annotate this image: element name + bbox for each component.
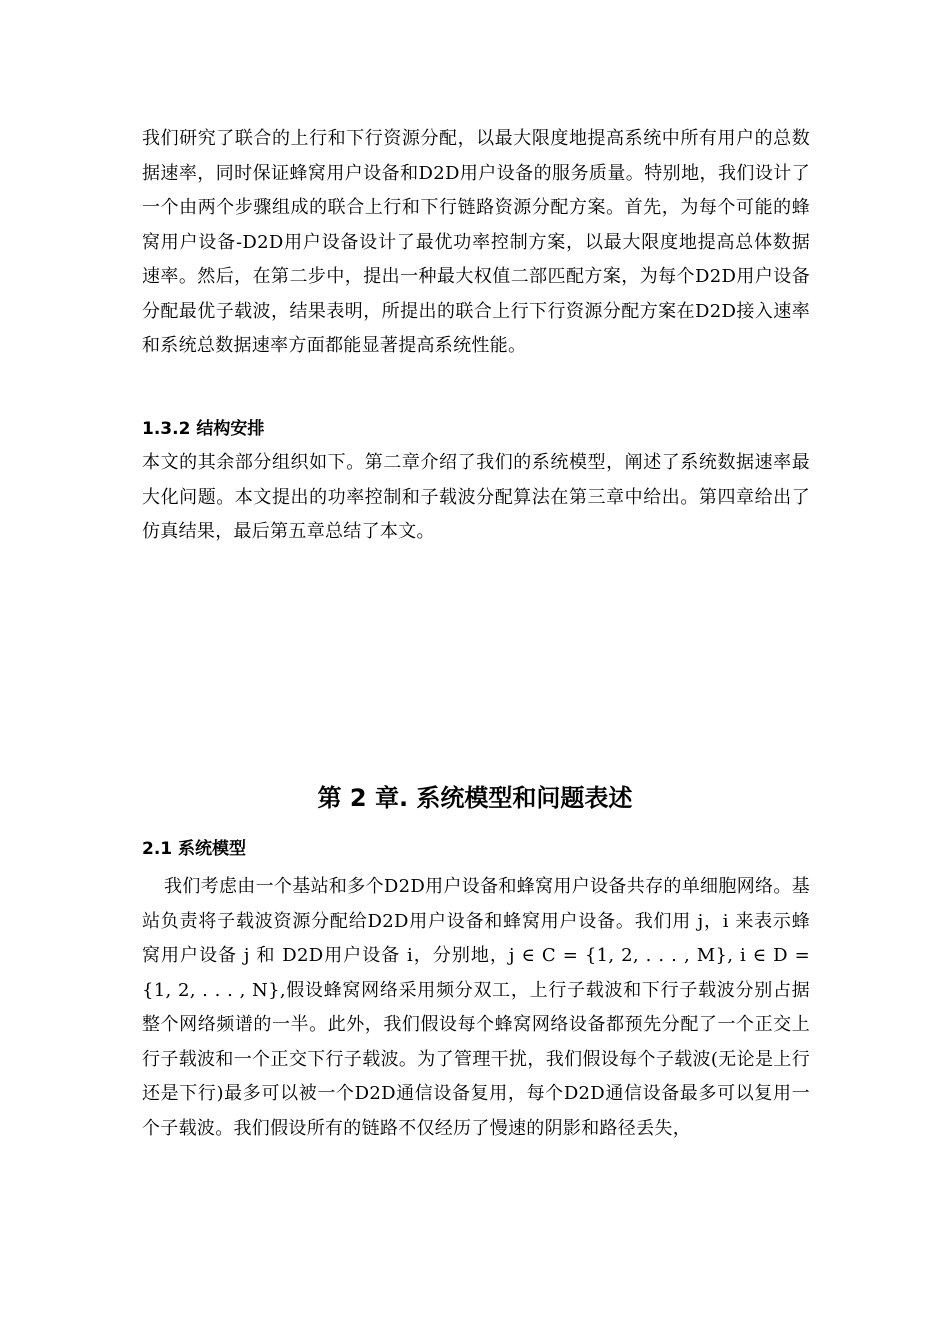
intro-section [142, 122, 810, 364]
chapter-title: 第 2 章. 系统模型和问题表述 [317, 784, 633, 812]
intro-paragraph: 我们研究了联合的上行和下行资源分配，以最大限度地提高系统中所有用户的总数据速率，同时保证蜂窝用户设备和D2D用户设备的服务质量。特别地，我们设计了一个由两个步骤组成的联合上行和下行链路资源分配方案。首先，为每个可能的蜂窝用户设备-D2D用户设备设计了最优功率控制方案，以最大限度地提高总体数据速率。然后，在第二步中，提出一种最大权值二部匹配方案，为每个D2D用户设备分配最优子载波，结果表明，所提出的联合上行下行资源分配方案在D2D接入速率和系统总数据速率方面都能显著提高系统性能。 [142, 128, 810, 356]
section-1-3-2-paragraph: 本文的其余部分组织如下。第二章介绍了我们的系统模型，阐述了系统数据速率最大化问题。本文提出的功率控制和子载波分配算法在第三章中给出。第四章给出了仿真结果，最后第五章总结了本文。 [142, 452, 810, 542]
section-2-1 [142, 834, 810, 1146]
section-1-3-2 [142, 414, 810, 550]
section-heading-2-1: 2.1 系统模型 [142, 839, 247, 859]
section-heading-1-3-2: 1.3.2 结构安排 [142, 419, 265, 439]
section-2-1-paragraph: 我们考虑由一个基站和多个D2D用户设备和蜂窝用户设备共存的单细胞网络。基站负责将子载波资源分配给D2D用户设备和蜂窝用户设备。我们用 j，i 来表示蜂窝用户设备 j 和 D2D用户设备 i，分别地，j ∈ C = {1, 2, . . . , M}, i ∈ D = {1, 2, . . . , N},假设蜂窝网络采用频分双工，上行子载波和下行子载波分别占据整个网络频谱的一半。此外，我们假设每个蜂窝网络设备都预先分配了一个正交上行子载波和一个正交下行子载波。为了管理干扰，我们假设每个子载波(无论是上行还是下行)最多可以被一个D2D通信设备复用，每个D2D通信设备最多可以复用一个子载波。我们假设所有的链路不仅经历了慢速的阴影和路径丢失， [142, 876, 810, 1139]
